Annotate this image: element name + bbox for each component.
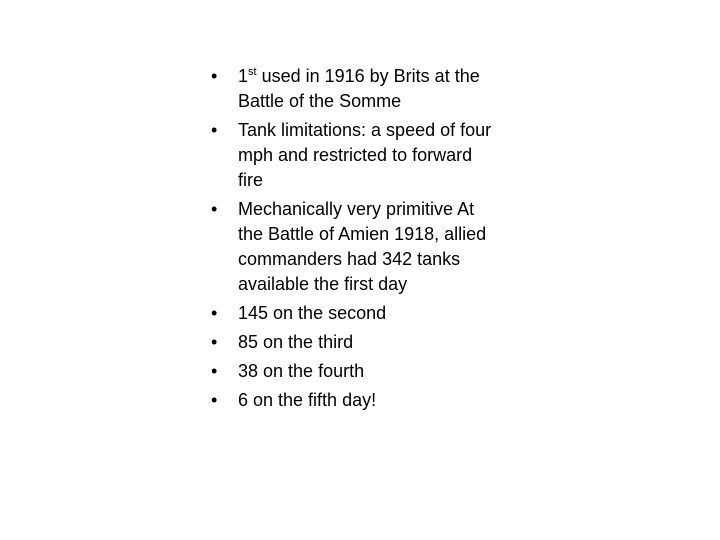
- list-item: [211, 330, 501, 355]
- bullet-icon: •: [211, 361, 218, 381]
- bullet-icon: •: [211, 66, 218, 86]
- bullet-icon: •: [211, 390, 218, 410]
- list-item-text: 6 on the fifth day!: [238, 390, 377, 410]
- list-item-text: 85 on the third: [238, 332, 354, 352]
- list-item-superscript: st: [248, 66, 257, 78]
- list-item-text: 145 on the second: [238, 303, 387, 323]
- list-item-text: Mechanically very primitive At the Battle of Amien 1918, allied commanders had 342 tanks available the first day: [238, 199, 487, 294]
- list-item: [211, 301, 501, 326]
- list-item: [211, 359, 501, 384]
- bullet-icon: •: [211, 199, 218, 219]
- bullet-list: [211, 64, 501, 417]
- list-item-text: used in 1916 by Brits at the Battle of the Somme: [238, 66, 480, 111]
- bullet-icon: •: [211, 120, 218, 140]
- list-item: [211, 197, 501, 297]
- list-item: [211, 118, 501, 193]
- list-item: [211, 64, 501, 114]
- list-item-text: Tank limitations: a speed of four mph and restricted to forward fire: [238, 120, 492, 190]
- list-item-text: 38 on the fourth: [238, 361, 365, 381]
- list-item-number: 1: [238, 66, 249, 86]
- list-item: [211, 388, 501, 413]
- bullet-icon: •: [211, 332, 218, 352]
- bullet-icon: •: [211, 303, 218, 323]
